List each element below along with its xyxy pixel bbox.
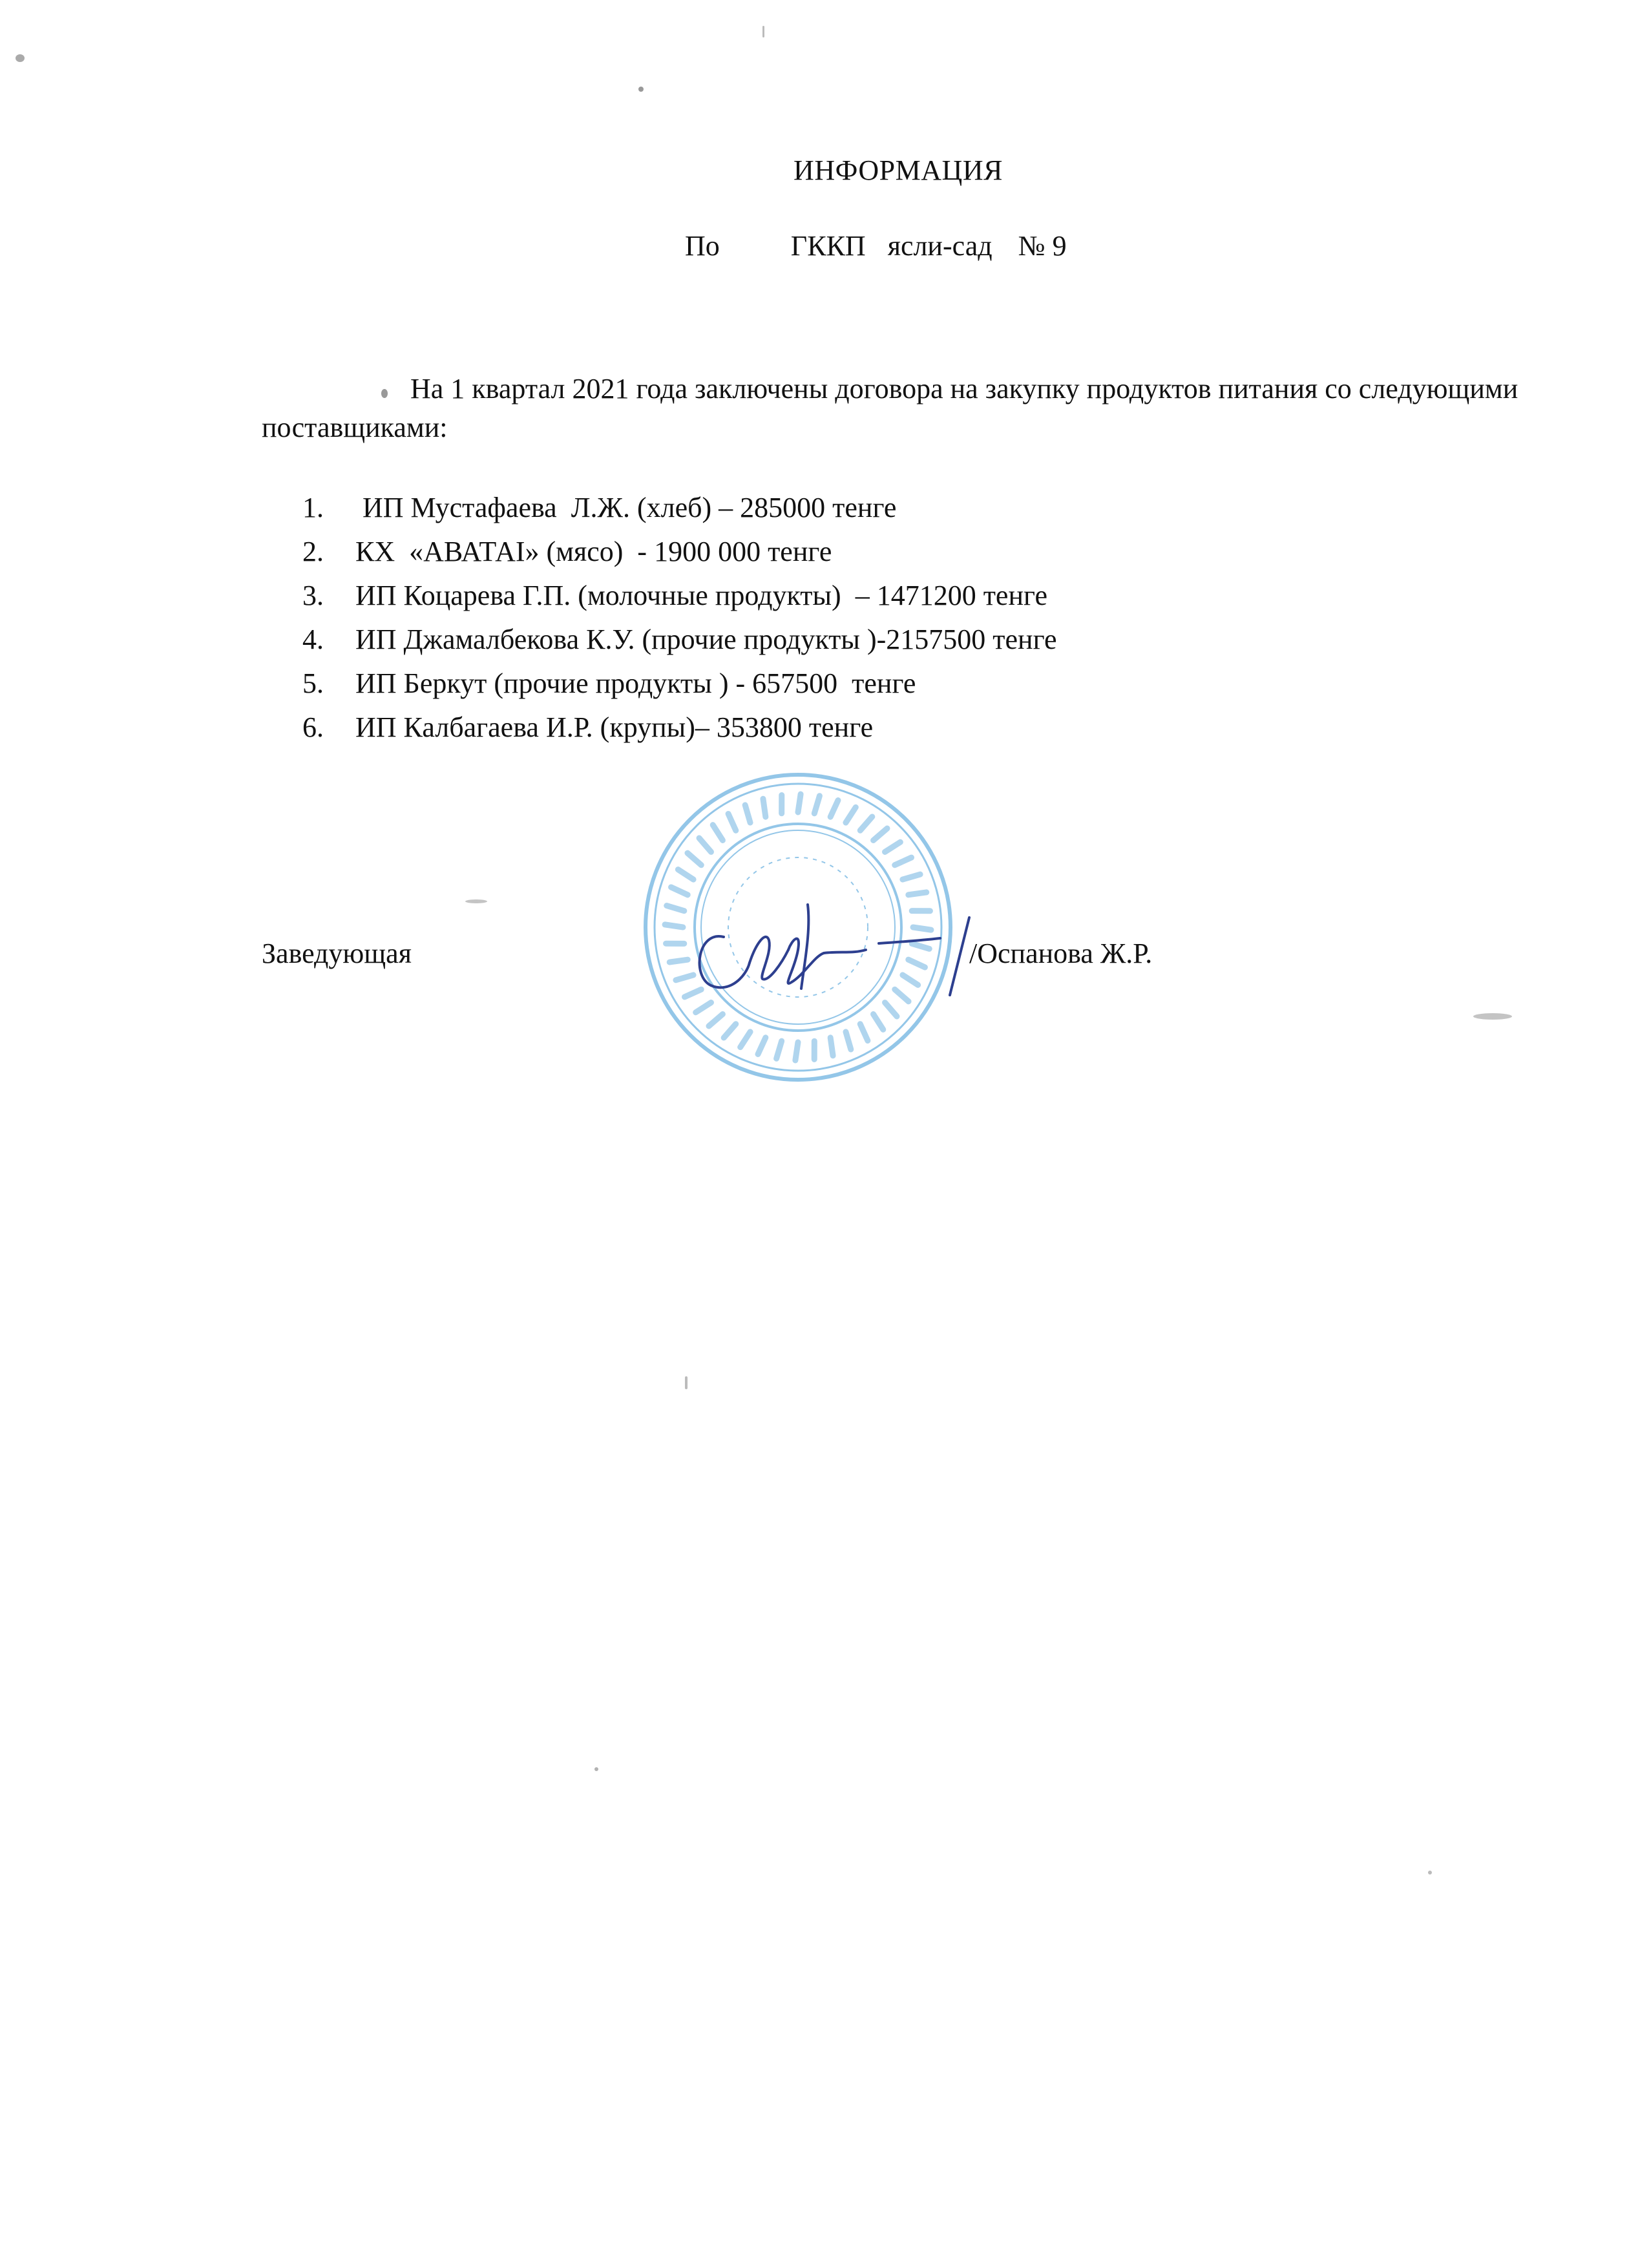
supplier-list <box>302 486 1057 750</box>
seal-lettering-mark <box>745 805 750 823</box>
list-item <box>302 530 1057 574</box>
list-item-number: 1. <box>302 492 324 523</box>
signature <box>685 892 982 1002</box>
subtitle-org-name: ясли-сад <box>887 230 993 262</box>
seal-lettering-mark <box>795 1042 798 1060</box>
seal-lettering-mark <box>665 925 683 927</box>
list-item-text: ИП Калбагаева И.Р. (крупы)– 353800 тенге <box>355 711 874 743</box>
seal-lettering-mark <box>895 857 912 865</box>
seal-lettering-mark <box>667 906 684 911</box>
seal-lettering-mark <box>798 794 801 812</box>
list-item <box>302 574 1057 618</box>
seal-lettering-mark <box>699 838 711 852</box>
scan-speck <box>685 1376 688 1389</box>
seal-lettering-mark <box>903 874 920 879</box>
scan-speck <box>1428 1871 1432 1874</box>
list-item-number: 3. <box>302 580 324 611</box>
list-item-number: 4. <box>302 624 324 655</box>
subtitle-prefix: По <box>685 230 720 262</box>
seal-lettering-mark <box>874 828 887 840</box>
seal-lettering-mark <box>814 796 819 814</box>
seal-lettering-mark <box>885 1003 897 1016</box>
seal-lettering-mark <box>860 1024 868 1041</box>
seal-lettering-mark <box>688 853 701 865</box>
seal-lettering-mark <box>885 842 901 852</box>
scan-speck <box>16 54 25 62</box>
seal-lettering-mark <box>846 1032 851 1049</box>
list-item-text: ИП Джамалбекова К.У. (прочие продукты )-2157500 тенге <box>355 624 1057 655</box>
seal-lettering-mark <box>830 801 838 817</box>
seal-lettering-mark <box>740 1032 750 1047</box>
subtitle-org-type: ГККП <box>790 230 866 262</box>
seal-lettering-mark <box>678 870 693 879</box>
list-item-text: ИП Мустафаева Л.Ж. (хлеб) – 285000 тенге <box>355 492 897 523</box>
seal-lettering-mark <box>860 817 872 830</box>
seal-lettering-mark <box>777 1041 782 1058</box>
list-item-text: КХ «АВАТАI» (мясо) - 1900 000 тенге <box>355 536 832 567</box>
signer-name: /Оспанова Ж.Р. <box>969 938 1153 969</box>
list-item <box>302 486 1057 530</box>
list-item-text: ИП Коцарева Г.П. (молочные продукты) – 1471200 тенге <box>355 580 1047 611</box>
seal-lettering-mark <box>728 814 736 831</box>
scan-speck <box>1473 1013 1512 1020</box>
scan-speck <box>594 1767 598 1771</box>
subtitle-org-number: № 9 <box>1018 230 1067 262</box>
signer-role: Заведующая <box>262 938 412 969</box>
list-item <box>302 706 1057 750</box>
seal-lettering-mark <box>696 1003 711 1013</box>
list-item <box>302 662 1057 706</box>
document-title: ИНФОРМАЦИЯ <box>793 154 1003 186</box>
seal-lettering-mark <box>724 1024 736 1038</box>
seal-lettering-mark <box>874 1014 883 1030</box>
scan-speck <box>381 389 388 398</box>
seal-lettering-mark <box>830 1038 833 1056</box>
scan-speck <box>465 899 487 903</box>
seal-lettering-mark <box>846 807 856 823</box>
list-item-number: 6. <box>302 711 324 743</box>
list-item-text: ИП Беркут (прочие продукты ) - 657500 тенге <box>355 667 916 699</box>
scan-speck <box>762 26 764 37</box>
seal-lettering-mark <box>713 825 722 841</box>
list-item-number: 5. <box>302 667 324 699</box>
seal-lettering-mark <box>763 799 766 817</box>
list-item-number: 2. <box>302 536 324 567</box>
intro-paragraph: На 1 квартал 2021 года заключены договора на закупку продуктов питания со следующими поставщиками: <box>262 373 1518 443</box>
seal-lettering-mark <box>709 1014 722 1026</box>
seal-lettering-mark <box>758 1038 766 1055</box>
list-item <box>302 618 1057 662</box>
scan-speck <box>638 87 644 92</box>
document-subtitle <box>685 229 1067 262</box>
